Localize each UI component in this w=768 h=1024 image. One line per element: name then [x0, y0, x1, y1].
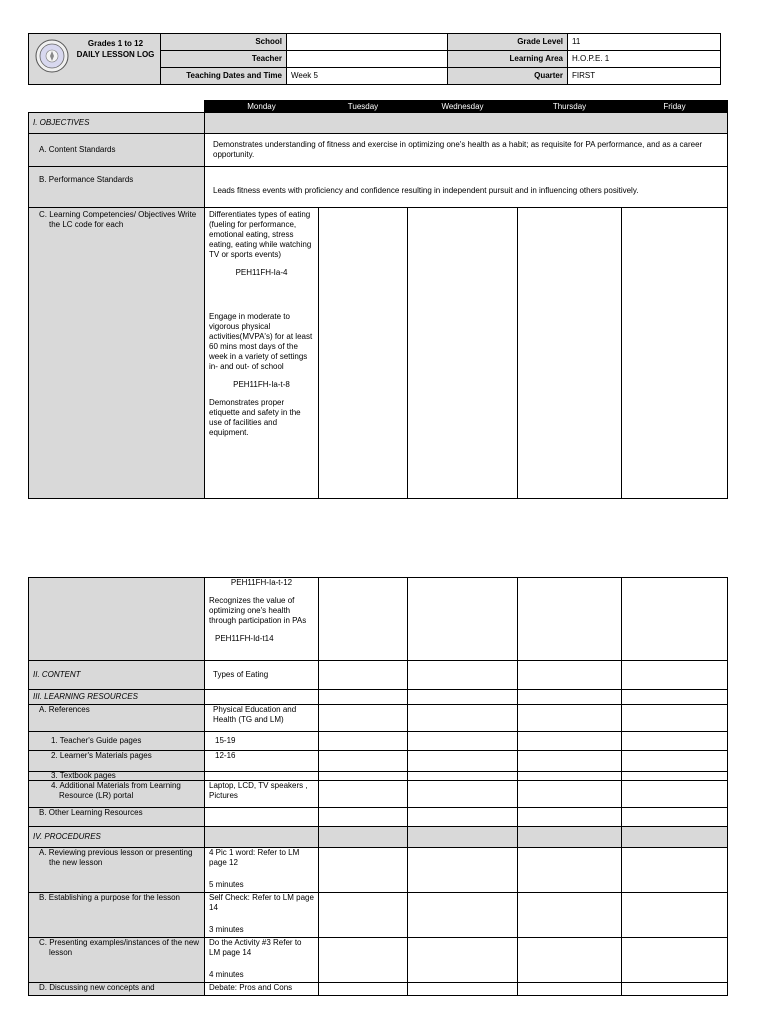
- day-thursday: Thursday: [518, 101, 622, 113]
- learners-materials-thursday-cell[interactable]: [518, 751, 622, 772]
- competency-4-text: Recognizes the value of optimizing one's health through participation in PAs: [209, 596, 307, 625]
- learners-materials-value[interactable]: 12-16: [205, 751, 319, 772]
- procedure-c-monday-cell[interactable]: [205, 938, 319, 983]
- learners-materials-friday-cell[interactable]: [622, 751, 728, 772]
- teacher-field[interactable]: [287, 51, 448, 68]
- additional-materials-wednesday-cell[interactable]: [408, 781, 518, 808]
- procedure-d-label: D. Discussing new concepts and: [29, 983, 205, 996]
- other-resources-value[interactable]: [205, 808, 319, 827]
- procedure-a-text: 4 Pic 1 word: Refer to LM page 12: [209, 848, 300, 867]
- procedures-fill-tuesday: [319, 827, 408, 848]
- objectives-section-row: [29, 113, 728, 134]
- resources-heading-monday: [205, 690, 319, 705]
- textbook-tuesday-cell[interactable]: [319, 772, 408, 781]
- teachers-guide-row: [29, 732, 728, 751]
- content-thursday-cell[interactable]: [518, 661, 622, 690]
- other-resources-tuesday-cell[interactable]: [319, 808, 408, 827]
- performance-standards-row: [29, 167, 728, 208]
- competency-1-text: Differentiates types of eating (fueling for performance, emotional eating, stress eating, eating while watching TV or sports events): [209, 210, 312, 259]
- competencies-wednesday-cell[interactable]: [408, 208, 518, 499]
- procedure-a-time: 5 minutes: [209, 880, 244, 889]
- log-title: [75, 38, 156, 60]
- objectives-heading-fill: [205, 113, 728, 134]
- procedure-d-tuesday-cell[interactable]: [319, 983, 408, 996]
- procedure-b-monday-cell[interactable]: [205, 893, 319, 938]
- content-standards-label: A. Content Standards: [29, 134, 205, 167]
- competency-2-text: Engage in moderate to vigorous physical activities(MVPA's) for at least 60 mins most days of the week in a variety of settings in- and out- of school: [209, 312, 313, 371]
- procedure-a-tuesday-cell[interactable]: [319, 848, 408, 893]
- competencies-continued-thursday-cell[interactable]: [518, 578, 622, 661]
- resources-heading-friday: [622, 690, 728, 705]
- textbook-friday-cell[interactable]: [622, 772, 728, 781]
- procedure-c-friday-cell[interactable]: [622, 938, 728, 983]
- procedures-fill-friday: [622, 827, 728, 848]
- additional-materials-label: 4. Additional Materials from Learning Resource (LR) portal: [29, 781, 205, 808]
- procedures-fill-thursday: [518, 827, 622, 848]
- competencies-continued-tuesday-cell[interactable]: [319, 578, 408, 661]
- day-wednesday: Wednesday: [408, 101, 518, 113]
- grade-level-field[interactable]: 11: [568, 34, 721, 51]
- learners-materials-wednesday-cell[interactable]: [408, 751, 518, 772]
- procedure-c-label: C. Presenting examples/instances of the new lesson: [29, 938, 205, 983]
- textbook-thursday-cell[interactable]: [518, 772, 622, 781]
- procedure-c-text: Do the Activity #3 Refer to LM page 14: [209, 938, 302, 957]
- teachers-guide-friday-cell[interactable]: [622, 732, 728, 751]
- learners-materials-label: 2. Learner's Materials pages: [29, 751, 205, 772]
- log-title-line1: Grades 1 to 12: [87, 39, 144, 48]
- content-row: [29, 661, 728, 690]
- teacher-label: Teacher: [161, 51, 287, 68]
- teaching-dates-field[interactable]: Week 5: [287, 68, 448, 85]
- competencies-continued-monday-cell[interactable]: [205, 578, 319, 661]
- resources-heading: III. LEARNING RESOURCES: [29, 690, 205, 705]
- quarter-field[interactable]: FIRST: [568, 68, 721, 85]
- procedure-a-label: A. Reviewing previous lesson or presenting the new lesson: [29, 848, 205, 893]
- resources-heading-thursday: [518, 690, 622, 705]
- references-wednesday-cell[interactable]: [408, 705, 518, 732]
- competencies-row: [29, 208, 728, 499]
- competencies-friday-cell[interactable]: [622, 208, 728, 499]
- textbook-value[interactable]: [205, 772, 319, 781]
- learning-area-label: Learning Area: [448, 51, 568, 68]
- teachers-guide-label: 1. Teacher's Guide pages: [29, 732, 205, 751]
- procedure-c-tuesday-cell[interactable]: [319, 938, 408, 983]
- references-label: A. References: [29, 705, 205, 732]
- procedure-b-friday-cell[interactable]: [622, 893, 728, 938]
- competency-1-code: PEH11FH-Ia-4: [235, 268, 288, 277]
- additional-materials-value[interactable]: Laptop, LCD, TV speakers , Pictures: [205, 781, 319, 808]
- lesson-log-table-continued: [28, 577, 728, 996]
- content-wednesday-cell[interactable]: [408, 661, 518, 690]
- competencies-continued-row: [29, 578, 728, 661]
- procedure-a-friday-cell[interactable]: [622, 848, 728, 893]
- procedures-section-row: [29, 827, 728, 848]
- deped-seal-icon: [35, 39, 69, 73]
- content-heading: II. CONTENT: [29, 661, 205, 690]
- day-header-blank: [29, 101, 205, 113]
- competencies-continued-label: [29, 578, 205, 661]
- procedure-b-text: Self Check: Refer to LM page 14: [209, 893, 314, 912]
- procedure-d-friday-cell[interactable]: [622, 983, 728, 996]
- references-thursday-cell[interactable]: [518, 705, 622, 732]
- header-logo-cell: [29, 34, 161, 85]
- textbook-wednesday-cell[interactable]: [408, 772, 518, 781]
- procedure-c-time: 4 minutes: [209, 970, 244, 979]
- competencies-continued-friday-cell[interactable]: [622, 578, 728, 661]
- additional-materials-thursday-cell[interactable]: [518, 781, 622, 808]
- additional-materials-friday-cell[interactable]: [622, 781, 728, 808]
- day-tuesday: Tuesday: [319, 101, 408, 113]
- procedure-a-row: [29, 848, 728, 893]
- teachers-guide-thursday-cell[interactable]: [518, 732, 622, 751]
- competency-2-code: PEH11FH-Ia-t-8: [233, 380, 290, 389]
- references-tuesday-cell[interactable]: [319, 705, 408, 732]
- procedure-a-thursday-cell[interactable]: [518, 848, 622, 893]
- other-resources-wednesday-cell[interactable]: [408, 808, 518, 827]
- log-title-line2: DAILY LESSON LOG: [76, 50, 155, 59]
- procedure-b-label: B. Establishing a purpose for the lesson: [29, 893, 205, 938]
- competencies-tuesday-cell[interactable]: [319, 208, 408, 499]
- content-text[interactable]: Types of Eating: [205, 661, 319, 690]
- school-label: School: [161, 34, 287, 51]
- content-standards-row: [29, 134, 728, 167]
- header-table: [28, 33, 721, 85]
- resources-heading-row: [29, 690, 728, 705]
- teachers-guide-value[interactable]: 15-19: [205, 732, 319, 751]
- competencies-thursday-cell[interactable]: [518, 208, 622, 499]
- procedures-heading: IV. PROCEDURES: [29, 827, 205, 848]
- procedure-d-row: [29, 983, 728, 996]
- procedure-b-wednesday-cell[interactable]: [408, 893, 518, 938]
- objectives-heading: I. OBJECTIVES: [29, 113, 205, 134]
- references-row: [29, 705, 728, 732]
- content-friday-cell[interactable]: [622, 661, 728, 690]
- teachers-guide-tuesday-cell[interactable]: [319, 732, 408, 751]
- competency-3-code: PEH11FH-Ia-t-12: [230, 578, 293, 587]
- procedures-fill-wednesday: [408, 827, 518, 848]
- performance-standards-text[interactable]: Leads fitness events with proficiency and confidence resulting in independent pursuit and in influencing others positively.: [205, 167, 728, 208]
- procedure-b-row: [29, 893, 728, 938]
- performance-standards-label: B. Performance Standards: [29, 167, 205, 208]
- other-resources-row: [29, 808, 728, 827]
- additional-materials-tuesday-cell[interactable]: [319, 781, 408, 808]
- teachers-guide-wednesday-cell[interactable]: [408, 732, 518, 751]
- day-monday: Monday: [205, 101, 319, 113]
- learners-materials-tuesday-cell[interactable]: [319, 751, 408, 772]
- additional-materials-row: [29, 781, 728, 808]
- procedure-d-text[interactable]: Debate: Pros and Cons: [205, 983, 319, 996]
- other-resources-label: B. Other Learning Resources: [29, 808, 205, 827]
- learners-materials-row: [29, 751, 728, 772]
- procedure-a-monday-cell[interactable]: [205, 848, 319, 893]
- competencies-monday-cell[interactable]: [205, 208, 319, 499]
- textbook-label: 3. Textbook pages: [29, 772, 205, 781]
- lesson-log-table: [28, 100, 728, 499]
- school-field[interactable]: [287, 34, 448, 51]
- day-header-row: [29, 101, 728, 113]
- procedure-c-wednesday-cell[interactable]: [408, 938, 518, 983]
- content-tuesday-cell[interactable]: [319, 661, 408, 690]
- competency-3-text: Demonstrates proper etiquette and safety in the use of facilities and equipment.: [209, 398, 301, 437]
- procedure-d-thursday-cell[interactable]: [518, 983, 622, 996]
- procedure-a-wednesday-cell[interactable]: [408, 848, 518, 893]
- day-friday: Friday: [622, 101, 728, 113]
- learning-area-field[interactable]: H.O.P.E. 1: [568, 51, 721, 68]
- procedure-b-tuesday-cell[interactable]: [319, 893, 408, 938]
- quarter-label: Quarter: [448, 68, 568, 85]
- resources-heading-wednesday: [408, 690, 518, 705]
- other-resources-friday-cell[interactable]: [622, 808, 728, 827]
- other-resources-thursday-cell[interactable]: [518, 808, 622, 827]
- procedure-d-wednesday-cell[interactable]: [408, 983, 518, 996]
- procedure-b-thursday-cell[interactable]: [518, 893, 622, 938]
- competency-4-code: PEH11FH-Id-t14: [215, 634, 274, 643]
- competencies-continued-wednesday-cell[interactable]: [408, 578, 518, 661]
- procedures-fill-monday: [205, 827, 319, 848]
- teaching-dates-label: Teaching Dates and Time: [161, 68, 287, 85]
- procedure-b-time: 3 minutes: [209, 925, 244, 934]
- references-value[interactable]: Physical Education and Health (TG and LM): [205, 705, 319, 732]
- content-standards-text[interactable]: Demonstrates understanding of fitness and exercise in optimizing one's health as a habit; as requisite for PA performance, and as a career opportunity.: [205, 134, 728, 167]
- textbook-row: [29, 772, 728, 781]
- references-friday-cell[interactable]: [622, 705, 728, 732]
- resources-heading-tuesday: [319, 690, 408, 705]
- competencies-label: C. Learning Competencies/ Objectives Write the LC code for each: [29, 208, 205, 499]
- procedure-c-row: [29, 938, 728, 983]
- procedure-c-thursday-cell[interactable]: [518, 938, 622, 983]
- grade-level-label: Grade Level: [448, 34, 568, 51]
